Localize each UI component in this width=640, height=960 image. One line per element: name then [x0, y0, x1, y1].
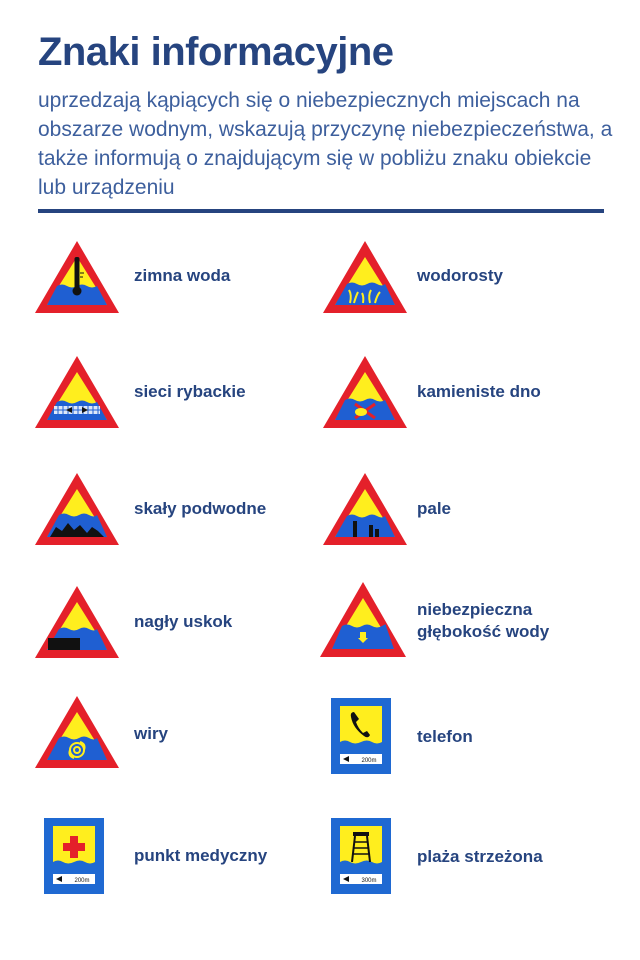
telephone-sign	[331, 698, 391, 774]
sign-label-skaly-podwodne: skały podwodne	[134, 499, 267, 518]
seaweed-icon	[320, 235, 410, 319]
fishing-net-icon	[32, 350, 122, 434]
underwater-rocks-icon	[32, 467, 122, 551]
medical-distance: 200m	[74, 878, 90, 884]
piles-sign	[320, 467, 410, 551]
page-subtitle: uprzedzają kąpiących się o niebezpiecznych miejscach na obszarze wodnym, wskazują przyczynę niebezpieczeństwa, a także informują o znajdującym się w pobliżu znaku obiekcie lub urządzeniu	[38, 89, 613, 199]
telephone-distance: 200m	[361, 758, 377, 764]
thermometer-icon	[32, 235, 122, 319]
deep-water-icon	[318, 578, 408, 662]
whirlpool-icon	[32, 690, 122, 774]
sign-label-pale: pale	[417, 499, 452, 518]
sign-label-zimna-woda: zimna woda	[134, 266, 231, 285]
sudden-drop-sign	[32, 580, 122, 664]
underwater-rocks-sign	[32, 467, 122, 551]
sign-label-sieci-rybackie: sieci rybackie	[134, 382, 246, 401]
sign-label-punkt-medyczny: punkt medyczny	[134, 846, 268, 865]
beach-distance: 300m	[361, 878, 377, 884]
sign-label-plaza-strzezona: plaża strzeżona	[417, 847, 543, 866]
fishing-nets-sign	[32, 350, 122, 434]
cold-water-sign	[32, 235, 122, 319]
seaweed-sign	[320, 235, 410, 319]
sudden-drop-icon	[32, 580, 122, 664]
sign-label-telefon: telefon	[417, 727, 473, 746]
sign-label-kamieniste-dno: kamieniste dno	[417, 382, 541, 401]
medical-point-sign	[44, 818, 104, 894]
sign-label-wodorosty: wodorosty	[417, 266, 503, 285]
sign-label-nagly-uskok: nagły uskok	[134, 612, 233, 631]
guarded-beach-sign	[331, 818, 391, 894]
page-title: Znaki informacyjne	[38, 30, 394, 74]
stony-bottom-sign	[320, 350, 410, 434]
sign-label-niebezpieczna-line2: głębokość wody	[417, 622, 550, 641]
stony-bottom-icon	[320, 350, 410, 434]
sign-label-wiry: wiry	[134, 724, 169, 743]
deep-water-sign	[318, 578, 408, 662]
medical-cross-icon	[44, 818, 104, 894]
sign-label-niebezpieczna-line1: niebezpieczna	[417, 600, 533, 619]
piles-icon	[320, 467, 410, 551]
whirlpool-sign	[32, 690, 122, 774]
lifeguard-tower-icon	[331, 818, 391, 894]
divider	[38, 209, 604, 213]
telephone-icon	[331, 698, 391, 774]
